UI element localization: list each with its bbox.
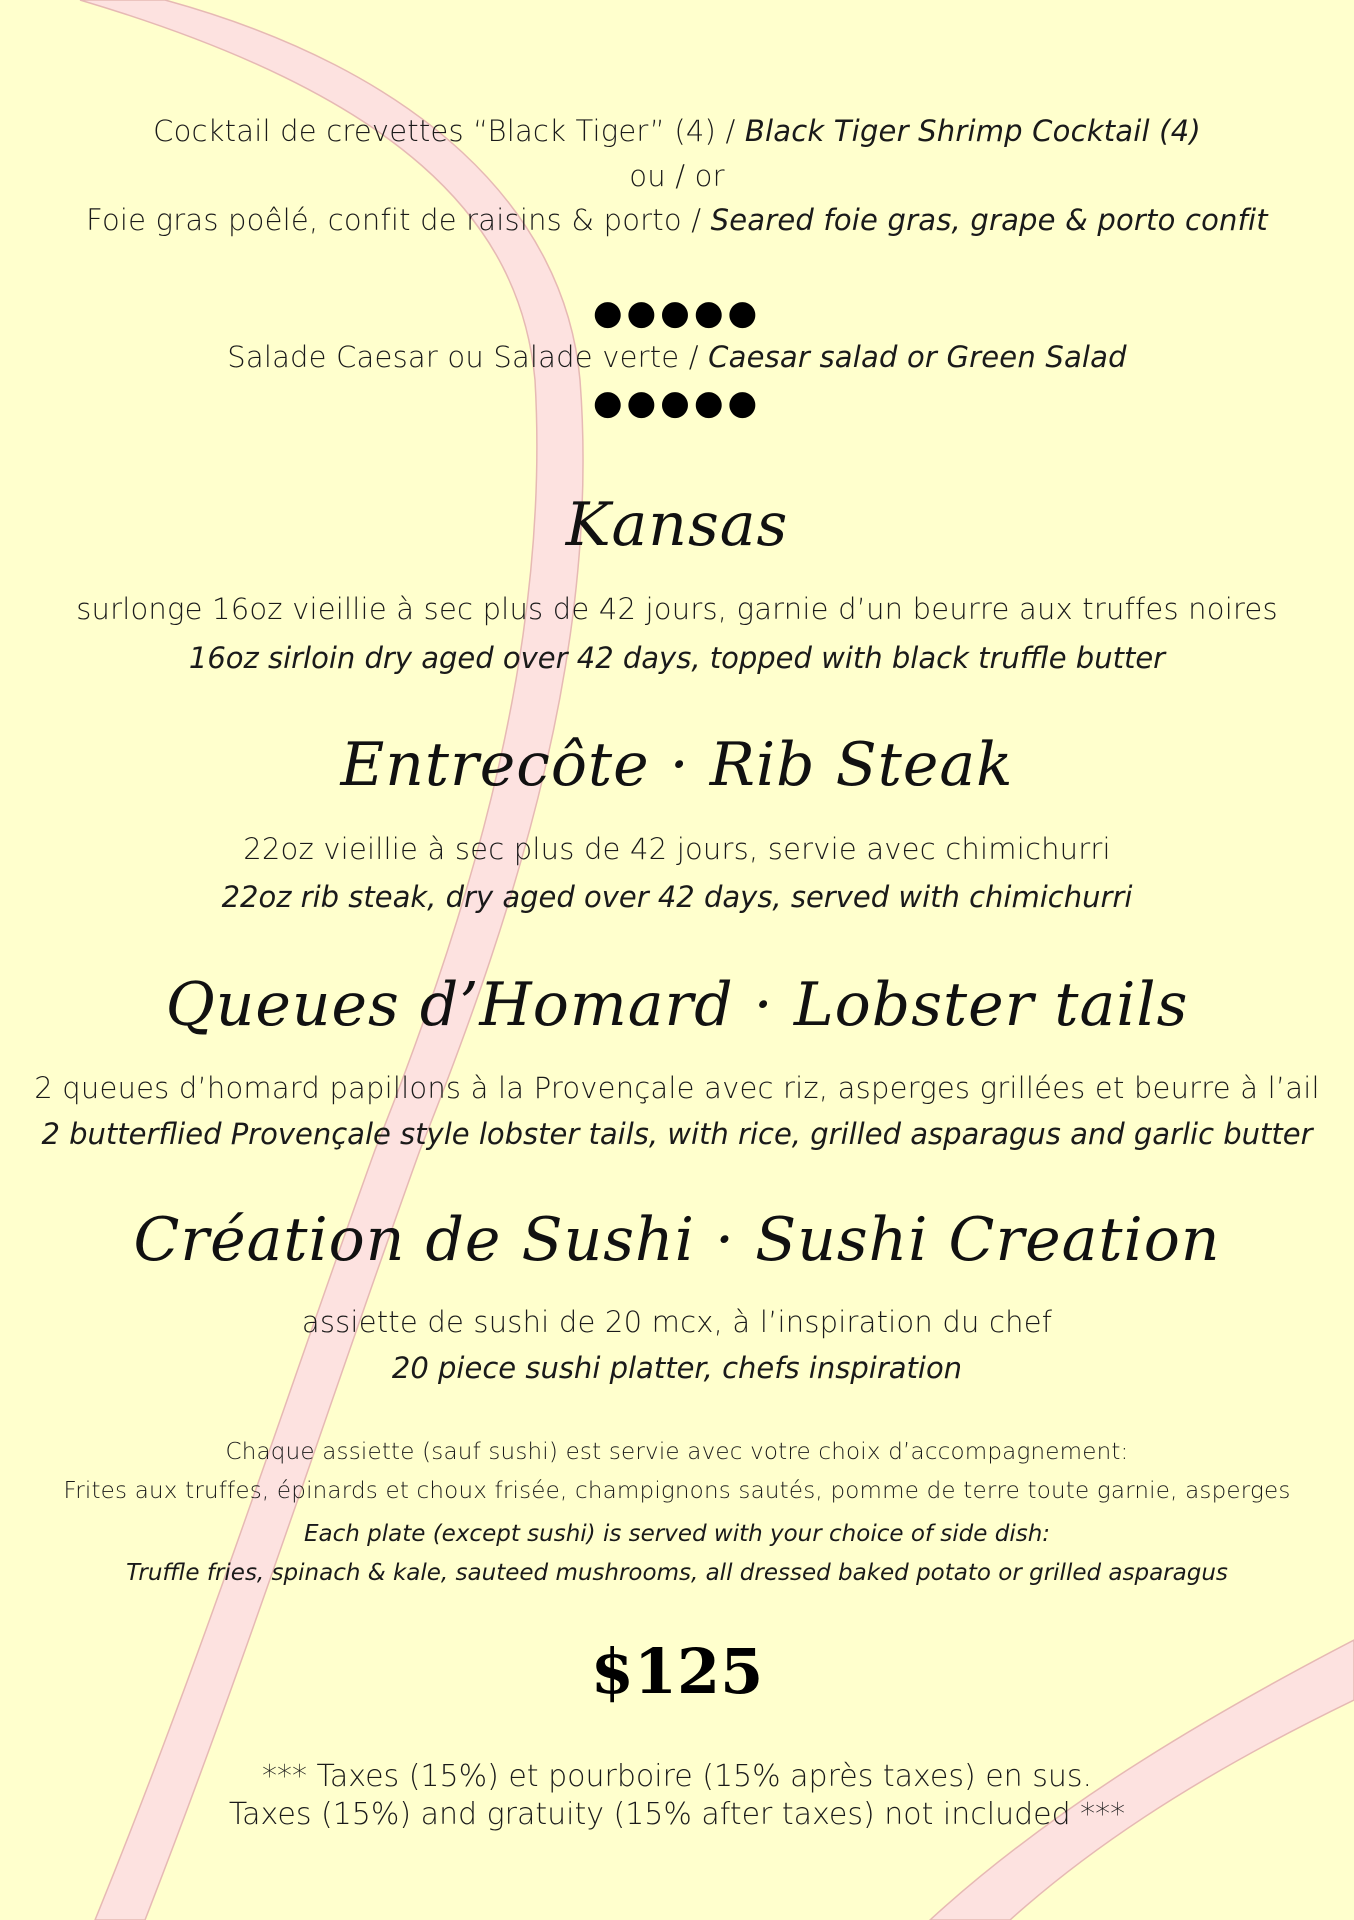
salad-line — [0, 340, 1354, 374]
menu-price: $125 — [590, 1635, 764, 1708]
sides-intro-fr: Chaque assiette (sauf sushi) est servie avec votre choix d’accompagnement: — [225, 1439, 1129, 1465]
dish-description-en: 22oz rib steak, dry aged over 42 days, served with chimichurri — [221, 880, 1133, 914]
dish-description-fr: surlonge 16oz vieillie à sec plus de 42 jours, garnie d’un beurre aux truffes noires — [76, 592, 1278, 626]
dish-description-en: 20 piece sushi platter, chefs inspiration — [391, 1351, 963, 1385]
dish-description-fr: 2 queues d’homard papillons à la Provençale avec riz, asperges grillées et beurre à l’ail — [34, 1071, 1320, 1105]
taxes-note-en: Taxes (15%) and gratuity (15% after taxes) not included *** — [228, 1797, 1126, 1832]
ribbon-main — [80, 0, 583, 1920]
sides-list-en: Truffle fries, spinach & kale, sauteed mushrooms, all dressed baked potato or grilled asparagus — [126, 1560, 1228, 1586]
dish-description-fr: 22oz vieillie à sec plus de 42 jours, servie avec chimichurri — [243, 832, 1111, 866]
starter-line — [0, 114, 1354, 148]
salad-fr: Salade Caesar ou Salade verte / — [227, 340, 709, 374]
dish-title: Kansas — [565, 490, 789, 560]
dish-title: Queues d’Homard · Lobster tails — [165, 970, 1189, 1040]
starter-fr: Cocktail de crevettes “Black Tiger” (4) / — [153, 114, 745, 148]
starter-or: ou / or — [629, 159, 725, 193]
dish-title: Création de Sushi · Sushi Creation — [133, 1205, 1221, 1275]
dish-description-en: 16oz sirloin dry aged over 42 days, topped with black truffle butter — [188, 641, 1166, 675]
dish-title: Entrecôte · Rib Steak — [340, 730, 1014, 800]
dish-description-fr: assiette de sushi de 20 mcx, à l’inspiration du chef — [301, 1305, 1053, 1339]
salad-en: Caesar salad or Green Salad — [708, 340, 1127, 374]
sides-intro-en: Each plate (except sushi) is served with your choice of side dish: — [303, 1521, 1051, 1547]
starter-alt-en: Seared foie gras, grape & porto confit — [710, 203, 1268, 237]
starter-alt-fr: Foie gras poêlé, confit de raisins & porto / — [86, 203, 711, 237]
sides-list-fr: Frites aux truffes, épinards et choux frisée, champignons sautés, pomme de terre toute garnie, asperges — [63, 1478, 1291, 1504]
separator-dots: ●●●●● — [592, 293, 762, 333]
taxes-note-fr: *** Taxes (15%) et pourboire (15% après taxes) en sus. — [261, 1759, 1093, 1794]
separator-dots: ●●●●● — [592, 383, 762, 423]
dish-description-en: 2 butterflied Provençale style lobster tails, with rice, grilled asparagus and garlic butter — [41, 1117, 1313, 1151]
starter-en: Black Tiger Shrimp Cocktail (4) — [744, 114, 1201, 148]
starter-alt-line — [0, 203, 1354, 237]
